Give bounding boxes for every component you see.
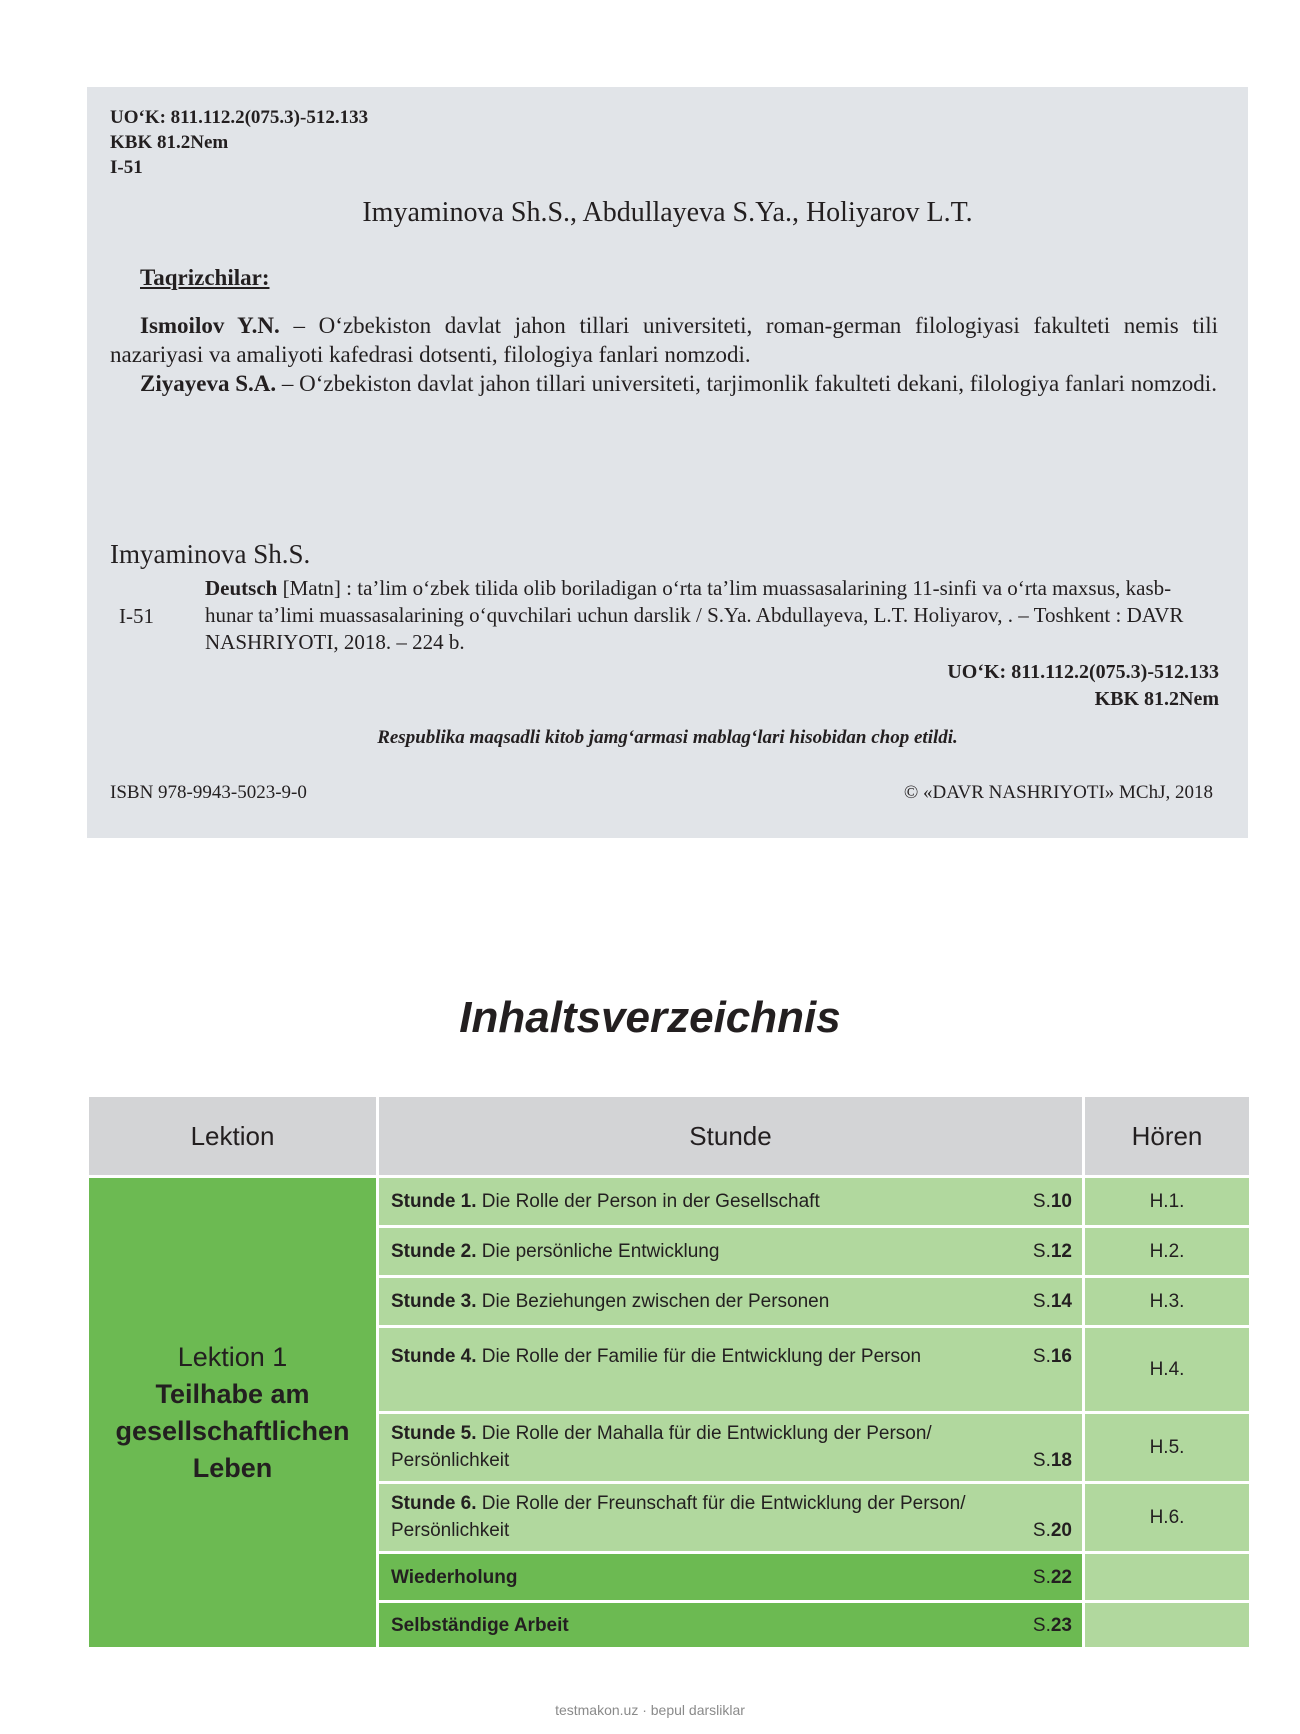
toc-row (379, 1414, 1082, 1481)
footer-watermark: testmakon.uz · bepul darsliklar (555, 1702, 745, 1718)
page-number (1033, 1288, 1072, 1315)
hoeren-cell: H.5. (1085, 1414, 1249, 1481)
lesson-label: Stunde 3. (391, 1291, 477, 1312)
catalog-title: Deutsch (205, 576, 278, 600)
page-value: 18 (1050, 1450, 1072, 1471)
reviewer-affiliation: – O‘zbekiston davlat jahon tillari universiteti, tarjimonlik fakulteti dekani, filologiya fanlari nomzodi. (276, 371, 1217, 396)
page-value: 12 (1050, 1241, 1072, 1262)
lektion-cell (89, 1178, 376, 1647)
page-prefix: S. (1032, 1291, 1051, 1312)
reviewer-name: Ziyayeva S.A. (140, 371, 277, 396)
copyright: © «DAVR NASHRIYOTI» MChJ, 2018 (903, 782, 1213, 803)
author-mark: I-51 (110, 157, 143, 178)
hoeren-cell: H.2. (1085, 1228, 1249, 1275)
lektion-title: Teilhabe am gesellschaftlichen Leben (115, 1378, 350, 1483)
toc-row (379, 1328, 1082, 1411)
isbn: ISBN 978-9943-5023-9-0 (110, 782, 307, 803)
page-number (1033, 1343, 1072, 1370)
catalog-author: Imyaminova Sh.S. (110, 539, 311, 569)
page-number (1033, 1188, 1072, 1215)
lesson-topic: Die Rolle der Freunschaft für die Entwicklung der Person/ Persönlichkeit (391, 1493, 966, 1541)
page-value: 16 (1050, 1346, 1072, 1367)
page-number (1033, 1447, 1072, 1474)
lesson-title (391, 1490, 992, 1544)
lesson-topic: Die Rolle der Mahalla für die Entwicklung der Person/ Persönlichkeit (391, 1423, 932, 1471)
page-prefix: S. (1032, 1615, 1051, 1636)
catalog-code: I-51 (119, 604, 154, 628)
page-number (1033, 1564, 1072, 1591)
lesson-label: Wiederholung (391, 1567, 518, 1588)
lesson-label: Stunde 5. (391, 1423, 477, 1444)
page-number (1033, 1612, 1072, 1639)
lesson-label: Selbständige Arbeit (391, 1615, 569, 1636)
lesson-label: Stunde 6. (391, 1493, 477, 1514)
kbk-code: KBK 81.2Nem (110, 132, 229, 153)
hoeren-cell: H.1. (1085, 1178, 1249, 1225)
lesson-title (391, 1564, 1002, 1591)
reviewer-entry (110, 369, 1218, 398)
lesson-title (391, 1420, 992, 1474)
header-hoeren: Hören (1085, 1097, 1249, 1175)
lesson-label: Stunde 4. (391, 1346, 477, 1367)
authors-line: Imyaminova Sh.S., Abdullayeva S.Ya., Holiyarov L.T. (362, 197, 973, 228)
lesson-title (391, 1238, 1002, 1265)
catalog-description (205, 575, 1215, 656)
hoeren-cell (1085, 1554, 1249, 1600)
hoeren-cell: H.4. (1085, 1328, 1249, 1411)
header-stunde: Stunde (379, 1097, 1082, 1175)
lesson-label: Stunde 1. (391, 1191, 477, 1212)
reviewers-list (110, 311, 1218, 398)
classification-codes (110, 105, 368, 180)
page-prefix: S. (1032, 1520, 1051, 1541)
lesson-title (391, 1343, 1002, 1370)
header-lektion: Lektion (89, 1097, 376, 1175)
page-prefix: S. (1032, 1450, 1051, 1471)
lesson-topic: Die persönliche Entwicklung (476, 1241, 720, 1262)
reviewer-name: Ismoilov Y.N. (140, 313, 280, 338)
hoeren-cell: H.6. (1085, 1484, 1249, 1551)
reviewer-affiliation: – O‘zbekiston davlat jahon tillari universiteti, roman-german filologiyasi fakulteti nemis tili nazariyasi va amaliyoti kafedrasi dotsenti, filologiya fanlari nomzodi. (110, 313, 1218, 367)
lesson-topic: Die Beziehungen zwischen der Personen (476, 1291, 830, 1312)
toc-row (379, 1278, 1082, 1325)
toc-row (379, 1228, 1082, 1275)
hoeren-cell: H.3. (1085, 1278, 1249, 1325)
reviewer-entry (110, 311, 1218, 369)
catalog-udk: UO‘K: 811.112.2(075.3)-512.133 (947, 661, 1219, 683)
page-value: 14 (1050, 1291, 1072, 1312)
page-value: 20 (1050, 1520, 1072, 1541)
page-number (1033, 1238, 1072, 1265)
toc-row (379, 1178, 1082, 1225)
page-value: 22 (1050, 1567, 1072, 1588)
toc-title: Inhaltsverzeichnis (459, 993, 841, 1042)
page-prefix: S. (1032, 1241, 1051, 1262)
lesson-topic: Die Rolle der Person in der Gesellschaft (476, 1191, 820, 1212)
hoeren-cell (1085, 1603, 1249, 1647)
reviewers-heading: Taqrizchilar: (140, 265, 270, 290)
lesson-title (391, 1288, 1002, 1315)
imprint-block (87, 87, 1248, 838)
lesson-title (391, 1612, 1002, 1639)
page-value: 23 (1050, 1615, 1072, 1636)
page-number (1033, 1517, 1072, 1544)
udk-code: UO‘K: 811.112.2(075.3)-512.133 (110, 107, 369, 128)
page-prefix: S. (1032, 1567, 1051, 1588)
page-prefix: S. (1032, 1191, 1051, 1212)
toc-row (379, 1484, 1082, 1551)
lesson-topic: Die Rolle der Familie für die Entwicklung der Person (476, 1346, 922, 1367)
toc-row (379, 1554, 1082, 1600)
funding-note: Respublika maqsadli kitob jamg‘armasi mablag‘lari hisobidan chop etildi. (377, 727, 958, 748)
lesson-label: Stunde 2. (391, 1241, 477, 1262)
toc-row (379, 1603, 1082, 1647)
lektion-number: Lektion 1 (177, 1341, 288, 1372)
lesson-title (391, 1188, 1002, 1215)
page-value: 10 (1050, 1191, 1072, 1212)
toc-table (89, 1097, 1249, 1647)
page-prefix: S. (1032, 1346, 1051, 1367)
catalog-kbk: KBK 81.2Nem (1094, 688, 1219, 710)
catalog-classification (947, 659, 1219, 713)
catalog-text: [Matn] : ta’lim o‘zbek tilida olib boriladigan o‘rta ta’lim muassasalarining 11-sinfi va o‘rta maxsus, kasb-hunar ta’limi muassasalarining o‘quvchilari uchun darslik / S.Ya. Abdullayeva, L.T. Holiyarov, . – Toshkent : DAVR NASHRIYOTI, 2018. – 224 b. (205, 576, 1184, 654)
